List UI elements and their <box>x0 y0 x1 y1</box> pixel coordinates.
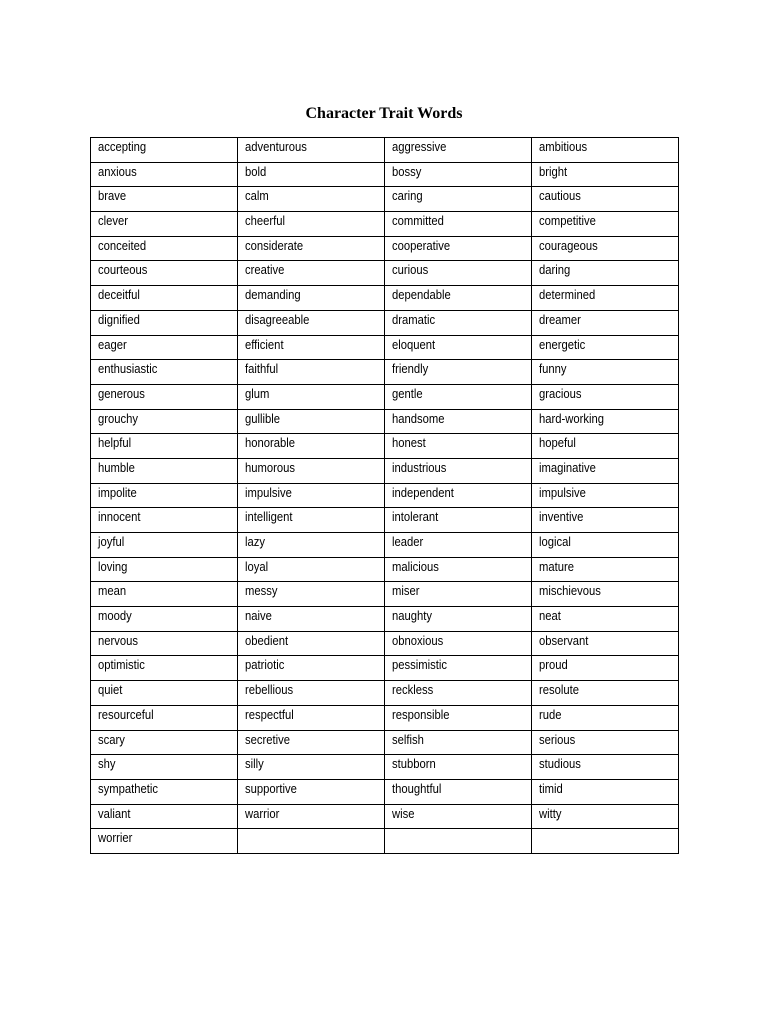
table-cell <box>91 705 238 730</box>
table-cell <box>91 631 238 656</box>
trait-word: intelligent <box>245 510 293 525</box>
table-cell <box>91 508 238 533</box>
trait-word: respectful <box>245 707 294 722</box>
trait-word: sympathetic <box>98 781 159 796</box>
trait-word: bright <box>539 164 568 179</box>
table-cell <box>91 162 238 187</box>
trait-word: funny <box>539 362 567 377</box>
trait-word: stubborn <box>392 757 436 772</box>
table-cell <box>532 804 679 829</box>
trait-word: helpful <box>98 436 132 451</box>
table-cell <box>532 310 679 335</box>
trait-word: dependable <box>392 288 451 303</box>
table-cell <box>385 557 532 582</box>
table-cell <box>238 779 385 804</box>
table-cell <box>238 829 385 854</box>
table-row <box>91 483 679 508</box>
table-cell <box>238 705 385 730</box>
trait-word: rebellious <box>245 683 294 698</box>
table-row <box>91 730 679 755</box>
table-row <box>91 582 679 607</box>
trait-table-body <box>91 138 679 854</box>
trait-word: energetic <box>539 337 586 352</box>
trait-word: worrier <box>98 831 133 846</box>
table-cell <box>532 829 679 854</box>
table-cell <box>385 212 532 237</box>
trait-word: calm <box>245 189 269 204</box>
table-row <box>91 705 679 730</box>
table-row <box>91 138 679 163</box>
table-cell <box>91 557 238 582</box>
trait-word: studious <box>539 757 581 772</box>
table-cell <box>238 607 385 632</box>
trait-word: adventurous <box>245 140 307 154</box>
table-cell <box>238 483 385 508</box>
trait-word: competitive <box>539 214 596 229</box>
table-cell <box>238 631 385 656</box>
trait-word: determined <box>539 288 596 303</box>
trait-word: mature <box>539 559 575 574</box>
table-row <box>91 829 679 854</box>
table-cell <box>532 607 679 632</box>
trait-word: logical <box>539 535 571 549</box>
trait-word: miser <box>392 584 420 599</box>
table-row <box>91 286 679 311</box>
trait-word: humble <box>98 460 135 475</box>
table-cell <box>238 236 385 261</box>
table-row <box>91 804 679 829</box>
table-cell <box>385 779 532 804</box>
table-cell <box>385 829 532 854</box>
table-row <box>91 533 679 558</box>
table-cell <box>91 335 238 360</box>
trait-word: nervous <box>98 633 139 648</box>
trait-word: generous <box>98 386 145 401</box>
table-cell <box>91 384 238 409</box>
trait-word: aggressive <box>392 140 447 154</box>
table-cell <box>238 755 385 780</box>
trait-word: joyful <box>98 535 125 549</box>
trait-word: supportive <box>245 781 297 796</box>
table-cell <box>385 508 532 533</box>
trait-word: obedient <box>245 633 289 648</box>
trait-word: impulsive <box>245 485 292 500</box>
trait-word: committed <box>392 214 444 229</box>
trait-word: loyal <box>245 559 269 574</box>
table-cell <box>91 755 238 780</box>
trait-word: cooperative <box>392 238 451 253</box>
trait-word: loving <box>98 559 128 574</box>
table-cell <box>91 434 238 459</box>
trait-word: glum <box>245 386 270 401</box>
trait-word: curious <box>392 263 429 278</box>
table-cell <box>532 335 679 360</box>
trait-word: silly <box>245 757 264 772</box>
table-cell <box>385 533 532 558</box>
trait-word: obnoxious <box>392 633 444 648</box>
table-cell <box>238 557 385 582</box>
table-cell <box>532 681 679 706</box>
table-cell <box>532 236 679 261</box>
table-row <box>91 434 679 459</box>
trait-word: bossy <box>392 164 422 179</box>
trait-word: ambitious <box>539 140 588 154</box>
table-cell <box>532 162 679 187</box>
trait-word: thoughtful <box>392 781 442 796</box>
trait-word: wise <box>392 806 415 821</box>
table-cell <box>532 779 679 804</box>
trait-word: moody <box>98 609 132 624</box>
table-cell <box>385 631 532 656</box>
table-cell <box>532 656 679 681</box>
trait-word: naive <box>245 609 272 624</box>
table-cell <box>91 582 238 607</box>
trait-words-table <box>90 137 679 854</box>
trait-word: gracious <box>539 386 582 401</box>
table-cell <box>238 533 385 558</box>
table-cell <box>385 804 532 829</box>
trait-word: courteous <box>98 263 148 278</box>
table-row <box>91 310 679 335</box>
table-row <box>91 384 679 409</box>
trait-word: patriotic <box>245 658 285 673</box>
trait-word: courageous <box>539 238 598 253</box>
table-cell <box>238 360 385 385</box>
table-cell <box>91 138 238 163</box>
trait-word: dramatic <box>392 312 436 327</box>
trait-word: secretive <box>245 732 291 747</box>
trait-word: naughty <box>392 609 433 624</box>
trait-word: inventive <box>539 510 584 525</box>
table-cell <box>238 212 385 237</box>
trait-word: resourceful <box>98 707 154 722</box>
trait-word: dreamer <box>539 312 581 327</box>
trait-word: leader <box>392 535 424 549</box>
trait-word: deceitful <box>98 288 140 303</box>
table-cell <box>238 409 385 434</box>
table-row <box>91 656 679 681</box>
trait-word: observant <box>539 633 589 648</box>
trait-word: eloquent <box>392 337 436 352</box>
table-cell <box>91 409 238 434</box>
trait-word: friendly <box>392 362 429 377</box>
trait-word: bold <box>245 164 267 179</box>
trait-word: mean <box>98 584 127 599</box>
table-cell <box>238 804 385 829</box>
table-cell <box>532 533 679 558</box>
table-cell <box>238 582 385 607</box>
trait-word: brave <box>98 189 127 204</box>
table-cell <box>385 286 532 311</box>
trait-word: selfish <box>392 732 424 747</box>
table-cell <box>532 384 679 409</box>
table-cell <box>91 483 238 508</box>
table-cell <box>91 310 238 335</box>
table-cell <box>385 187 532 212</box>
trait-word: honest <box>392 436 426 451</box>
table-row <box>91 187 679 212</box>
trait-word: shy <box>98 757 116 772</box>
table-cell <box>91 656 238 681</box>
trait-word: clever <box>98 214 129 229</box>
trait-word: conceited <box>98 238 147 253</box>
table-cell <box>238 261 385 286</box>
trait-word: witty <box>539 806 562 821</box>
table-cell <box>238 335 385 360</box>
table-cell <box>385 755 532 780</box>
table-cell <box>91 212 238 237</box>
table-cell <box>91 829 238 854</box>
table-cell <box>238 138 385 163</box>
table-cell <box>385 261 532 286</box>
table-row <box>91 360 679 385</box>
trait-word: pessimistic <box>392 658 448 673</box>
table-cell <box>385 434 532 459</box>
trait-word: resolute <box>539 683 580 698</box>
trait-word: proud <box>539 658 568 673</box>
trait-word: creative <box>245 263 285 278</box>
table-cell <box>385 236 532 261</box>
table-row <box>91 607 679 632</box>
table-cell <box>532 360 679 385</box>
table-row <box>91 557 679 582</box>
table-cell <box>385 138 532 163</box>
trait-word: eager <box>98 337 127 352</box>
table-cell <box>532 261 679 286</box>
trait-word: quiet <box>98 683 123 698</box>
table-cell <box>385 360 532 385</box>
table-cell <box>238 162 385 187</box>
trait-word: hard-working <box>539 411 605 426</box>
table-cell <box>91 804 238 829</box>
table-cell <box>91 286 238 311</box>
table-cell <box>532 458 679 483</box>
table-cell <box>91 779 238 804</box>
trait-word: considerate <box>245 238 304 253</box>
table-cell <box>385 162 532 187</box>
table-cell <box>385 656 532 681</box>
table-row <box>91 236 679 261</box>
table-cell <box>91 458 238 483</box>
table-cell <box>532 483 679 508</box>
trait-word: imaginative <box>539 460 596 475</box>
trait-word: timid <box>539 781 563 796</box>
table-row <box>91 681 679 706</box>
table-cell <box>532 434 679 459</box>
table-row <box>91 755 679 780</box>
trait-word: cautious <box>539 189 581 204</box>
table-row <box>91 508 679 533</box>
trait-word: independent <box>392 485 454 500</box>
table-cell <box>238 730 385 755</box>
table-cell <box>238 458 385 483</box>
trait-word: warrior <box>245 806 280 821</box>
table-cell <box>91 533 238 558</box>
table-cell <box>238 434 385 459</box>
trait-word: industrious <box>392 460 447 475</box>
table-cell <box>385 335 532 360</box>
table-cell <box>385 483 532 508</box>
table-cell <box>385 730 532 755</box>
table-cell <box>91 607 238 632</box>
table-row <box>91 162 679 187</box>
trait-word: humorous <box>245 460 296 475</box>
trait-word: efficient <box>245 337 284 352</box>
table-cell <box>238 286 385 311</box>
trait-word: rude <box>539 707 562 722</box>
trait-word: anxious <box>98 164 137 179</box>
table-cell <box>238 310 385 335</box>
trait-word: intolerant <box>392 510 439 525</box>
table-cell <box>532 582 679 607</box>
trait-word: neat <box>539 609 561 624</box>
table-cell <box>91 236 238 261</box>
trait-word: accepting <box>98 140 147 154</box>
trait-word: innocent <box>98 510 141 525</box>
table-cell <box>91 187 238 212</box>
trait-word: scary <box>98 732 125 747</box>
trait-word: dignified <box>98 312 140 327</box>
table-cell <box>91 730 238 755</box>
table-cell <box>385 310 532 335</box>
trait-word: hopeful <box>539 436 576 451</box>
table-cell <box>385 384 532 409</box>
table-cell <box>238 656 385 681</box>
table-cell <box>91 261 238 286</box>
table-cell <box>532 138 679 163</box>
table-cell <box>532 705 679 730</box>
table-cell <box>238 681 385 706</box>
table-row <box>91 212 679 237</box>
trait-word: handsome <box>392 411 445 426</box>
table-cell <box>385 681 532 706</box>
table-row <box>91 335 679 360</box>
table-row <box>91 779 679 804</box>
table-cell <box>532 212 679 237</box>
table-cell <box>91 360 238 385</box>
table-cell <box>91 681 238 706</box>
trait-word: caring <box>392 189 423 204</box>
trait-word: impolite <box>98 485 137 500</box>
table-row <box>91 261 679 286</box>
table-cell <box>532 508 679 533</box>
table-cell <box>532 286 679 311</box>
trait-word: lazy <box>245 535 266 549</box>
trait-word: optimistic <box>98 658 145 673</box>
table-row <box>91 631 679 656</box>
trait-word: mischievous <box>539 584 601 599</box>
table-cell <box>385 705 532 730</box>
trait-word: grouchy <box>98 411 139 426</box>
table-cell <box>385 458 532 483</box>
table-cell <box>238 508 385 533</box>
table-cell <box>532 409 679 434</box>
table-cell <box>385 582 532 607</box>
trait-word: valiant <box>98 806 131 821</box>
trait-word: enthusiastic <box>98 362 158 377</box>
table-row <box>91 409 679 434</box>
trait-word: gentle <box>392 386 423 401</box>
table-cell <box>532 631 679 656</box>
trait-word: demanding <box>245 288 301 303</box>
trait-word: responsible <box>392 707 450 722</box>
table-cell <box>532 755 679 780</box>
table-cell <box>532 557 679 582</box>
trait-word: gullible <box>245 411 281 426</box>
trait-word: messy <box>245 584 278 599</box>
table-cell <box>385 409 532 434</box>
trait-word: daring <box>539 263 571 278</box>
trait-word: reckless <box>392 683 434 698</box>
trait-word: malicious <box>392 559 439 574</box>
trait-word: honorable <box>245 436 296 451</box>
trait-word: disagreeable <box>245 312 310 327</box>
table-cell <box>238 187 385 212</box>
trait-word: faithful <box>245 362 279 377</box>
trait-word: serious <box>539 732 576 747</box>
trait-word: impulsive <box>539 485 586 500</box>
table-cell <box>385 607 532 632</box>
table-row <box>91 458 679 483</box>
trait-word: cheerful <box>245 214 286 229</box>
table-cell <box>238 384 385 409</box>
page-title: Character Trait Words <box>305 104 463 122</box>
table-cell <box>532 187 679 212</box>
table-cell <box>532 730 679 755</box>
